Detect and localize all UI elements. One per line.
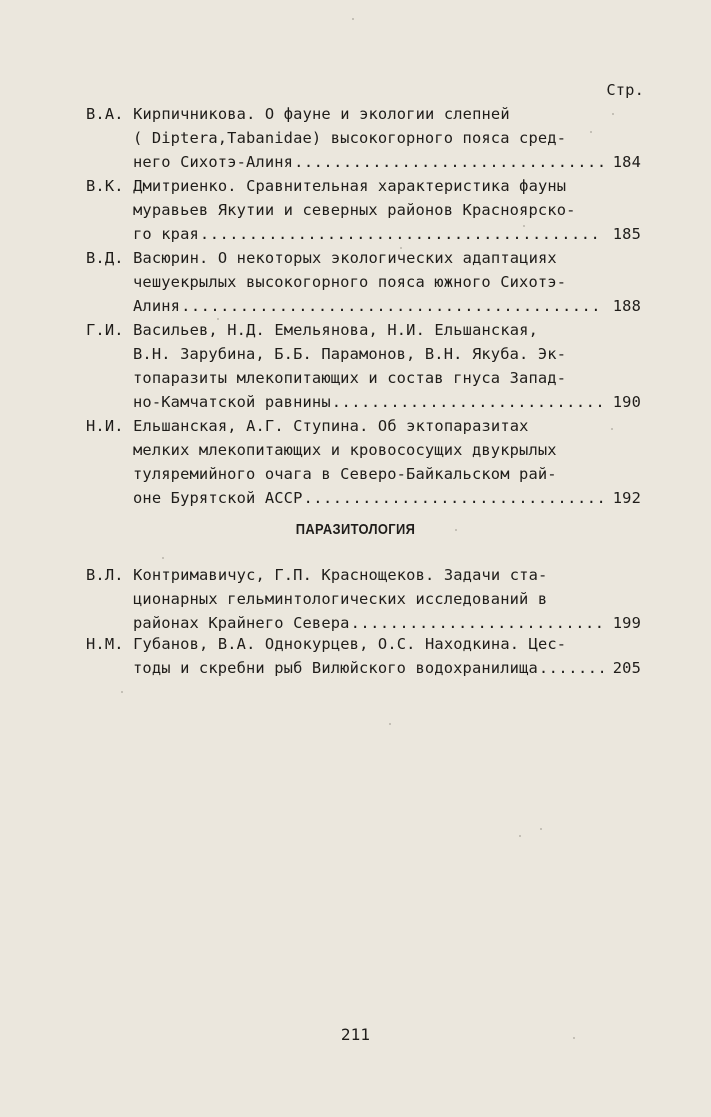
toc-entry-line <box>86 318 641 342</box>
section-heading: ПАРАЗИТОЛОГИЯ <box>295 521 416 538</box>
toc-entry-last-line <box>86 390 641 414</box>
toc-entry-text: Васюрин. О некоторых экологических адаптациях <box>133 249 557 267</box>
toc-entry-line: чешуекрылых высокогорного пояса южного Сихотэ- <box>133 273 567 291</box>
toc-entry-page: 205 <box>612 659 641 677</box>
toc-entry-line <box>86 102 641 126</box>
scan-speck <box>352 18 354 20</box>
toc-entry-author: В.Л. <box>86 566 124 584</box>
toc-entry-text: оне Бурятской АССР <box>133 489 303 507</box>
toc-entry-text: Кирпичникова. О фауне и экологии слепней <box>133 105 510 123</box>
dot-leader <box>200 222 603 246</box>
toc-entry-page: 192 <box>612 489 641 507</box>
toc-entry-last-line <box>86 222 641 246</box>
toc-entry-text: но-Камчатской равнины <box>133 393 331 411</box>
toc-entry-text: Алиня <box>133 297 181 315</box>
toc-entry <box>86 414 641 510</box>
toc-entry-text: Контримавичус, Г.П. Краснощеков. Задачи ста- <box>133 566 548 584</box>
toc-entry-text: Губанов, В.А. Однокурцев, О.С. Находкина. Цес- <box>133 635 567 653</box>
toc-entry-text: Дмитриенко. Сравнительная характеристика фауны <box>133 177 567 195</box>
toc-entry <box>86 102 641 174</box>
toc-entry-last-line <box>86 150 641 174</box>
toc-entry <box>86 563 641 635</box>
toc-entry-text: Васильев, Н.Д. Емельянова, Н.И. Ельшанская, <box>133 321 538 339</box>
dot-leader <box>294 150 603 174</box>
toc-entry-text: тоды и скребни рыб Вилюйского водохранилища <box>133 659 538 677</box>
scan-speck <box>519 835 521 837</box>
scan-speck <box>162 557 164 559</box>
toc-entry-author: Н.И. <box>86 417 124 435</box>
toc-entry-page: 184 <box>612 153 641 171</box>
toc-entry <box>86 246 641 318</box>
dot-leader <box>304 486 604 510</box>
toc-entry <box>86 632 641 680</box>
toc-entry-line <box>86 174 641 198</box>
toc-entry-line <box>86 632 641 656</box>
page-column-label: Стр. <box>606 81 644 99</box>
toc-entry-page: 188 <box>612 297 641 315</box>
page-number: 211 <box>340 1025 371 1044</box>
toc-entry-page: 199 <box>612 614 641 632</box>
toc-entry-line <box>86 414 641 438</box>
toc-entry-line: мелких млекопитающих и кровососущих двукрылых <box>133 441 557 459</box>
toc-entry-last-line <box>86 294 641 318</box>
toc-entry-text: го края <box>133 225 199 243</box>
toc-entry-last-line <box>86 656 641 680</box>
scan-speck <box>121 691 123 693</box>
toc-entry-author: В.К. <box>86 177 124 195</box>
toc-entry-last-line <box>86 486 641 510</box>
toc-entry-line: топаразиты млекопитающих и состав гнуса Запад- <box>133 369 567 387</box>
toc-entry-text: него Сихотэ-Алиня <box>133 153 294 171</box>
toc-entry-author: Г.И. <box>86 321 124 339</box>
toc-entry-text: Ельшанская, А.Г. Ступина. Об эктопаразитах <box>133 417 529 435</box>
toc-entry-line: ционарных гельминтологических исследований в <box>133 590 548 608</box>
toc-entry-line <box>86 563 641 587</box>
toc-entry-author: В.А. <box>86 105 124 123</box>
toc-entry <box>86 174 641 246</box>
toc-entry-author: В.Д. <box>86 249 124 267</box>
toc-entry-author: Н.М. <box>86 635 124 653</box>
scan-speck <box>389 723 391 725</box>
toc-entry-page: 185 <box>612 225 641 243</box>
dot-leader <box>539 656 603 680</box>
toc-entry-line: ( Diptera,Tabanidae) высокогорного пояса сред- <box>133 129 567 147</box>
toc-entry-line <box>86 246 641 270</box>
toc-entry-page: 190 <box>612 393 641 411</box>
toc-entry <box>86 318 641 414</box>
toc-entry-line: муравьев Якутии и северных районов Красноярско- <box>133 201 576 219</box>
dot-leader <box>181 294 603 318</box>
toc-entry-line: В.Н. Зарубина, Б.Б. Парамонов, В.Н. Якуба. Эк- <box>133 345 567 363</box>
dot-leader <box>332 390 603 414</box>
toc-entry-text: районах Крайнего Севера <box>133 614 350 632</box>
scan-speck <box>540 828 542 830</box>
toc-entry-line: туляремийного очага в Северо-Байкальском рай- <box>133 465 557 483</box>
